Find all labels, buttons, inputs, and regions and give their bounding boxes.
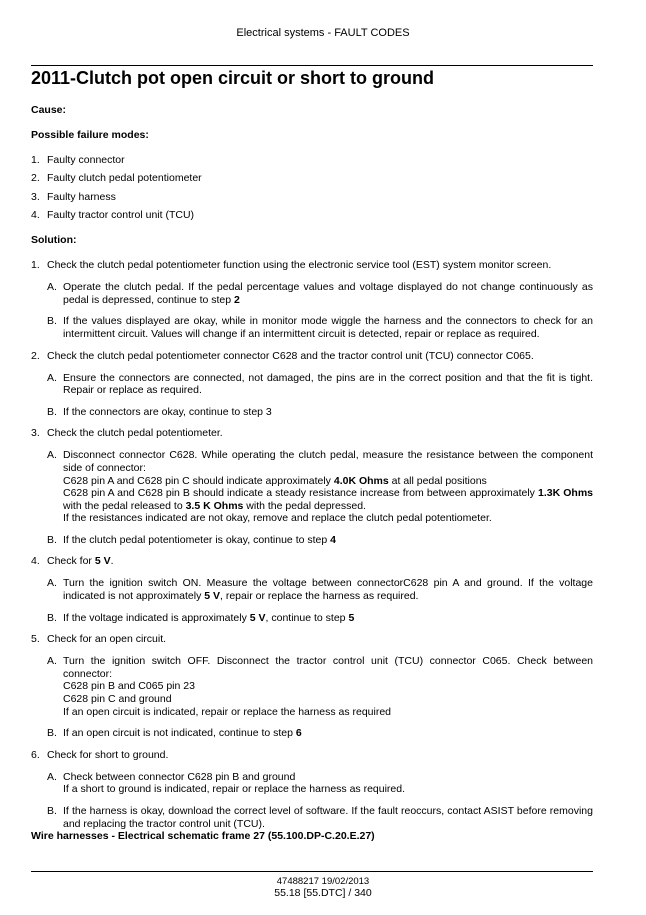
solution-step-1: 1. Check the clutch pedal potentiometer function using the electronic service tool (EST) system monitor screen. <box>31 259 552 272</box>
document-body <box>31 104 593 843</box>
wire-harness-reference: Wire harnesses - Electrical schematic frame 27 (55.100.DP-C.20.E.27) <box>31 830 375 843</box>
footer-rule <box>31 871 593 872</box>
step-4-substep-a: A. Turn the ignition switch ON. Measure the voltage between connectorC628 pin A and ground. If the voltage indicated is not approximately 5 V, repair or replace the harness as required. <box>47 577 593 603</box>
header-rule <box>31 65 593 66</box>
cause-heading: Cause: <box>31 104 67 116</box>
solution-step-6: 6. Check for short to ground. <box>31 748 169 761</box>
step-6-substep-a: A. Check between connector C628 pin B and ground If a short to ground is indicated, repair or replace the harness as required. <box>47 770 406 796</box>
failure-mode-item: 4. Faulty tractor control unit (TCU) <box>31 209 195 222</box>
failure-mode-item: 1. Faulty connector <box>31 154 125 166</box>
document-reference: 47488217 19/02/2013 <box>276 876 370 887</box>
step-2-substep-a: A. Ensure the connectors are connected, not damaged, the pins are in the correct position and that the fit is tight. Repair or replace as required. <box>47 371 593 397</box>
step-4-substep-b: B. If the voltage indicated is approximately 5 V, continue to step 5 <box>47 611 355 624</box>
failure-modes-heading: Possible failure modes: <box>31 129 149 141</box>
solution-step-2: 2. Check the clutch pedal potentiometer connector C628 and the tractor control unit (TCU) connector C065. <box>31 349 534 362</box>
solution-step-5: 5. Check for an open circuit. <box>31 633 167 646</box>
page-footer <box>0 876 646 900</box>
page-number: 55.18 [55.DTC] / 340 <box>274 887 372 899</box>
failure-modes-list <box>31 154 593 222</box>
step-3-substep-b: B. If the clutch pedal potentiometer is okay, continue to step 4 <box>47 533 336 546</box>
failure-mode-item: 3. Faulty harness <box>31 190 116 203</box>
step-1-substep-a: A. Operate the clutch pedal. If the pedal percentage values and voltage displayed do not change continuously as pedal is depressed, continue to step 2 <box>47 281 593 306</box>
step-5-substep-a: A. Turn the ignition switch OFF. Disconnect the tractor control unit (TCU) connector C065. Check between connector: C628 pin B and C065 pin 23 C628 pin C and ground If an open circuit is indicated, repair or replace the harness as required <box>47 655 593 718</box>
step-3-substep-a: A. Disconnect connector C628. While operating the clutch pedal, measure the resistance between the component side of connector: C628 pin A and C628 pin C should indicate approximately 4.0K Ohms at all pedal positions C628 pin A and C628 pin B should indicate a steady resistance increase from between approximately 1.3K Ohms with the pedal released to 3.5 K Ohms with the pedal depressed. If the resistances indicated are not okay, remove and replace the clutch pedal potentiometer. <box>47 449 593 525</box>
step-5-substep-b: B. If an open circuit is not indicated, continue to step 6 <box>47 727 302 740</box>
step-1-substep-b: B. If the values displayed are okay, while in monitor mode wiggle the harness and the connectors to check for an intermittent circuit. Values will change if an intermittent circuit is detected, repair or replace as required. <box>47 315 593 340</box>
page-header: Electrical systems - FAULT CODES <box>236 27 410 39</box>
failure-mode-item: 2. Faulty clutch pedal potentiometer <box>31 172 202 185</box>
step-6-substep-b: B. If the harness is okay, download the correct level of software. If the fault reoccurs, contact ASIST before removing and replacing the tractor control unit (TCU). <box>47 805 593 830</box>
solution-step-3: 3. Check the clutch pedal potentiometer. <box>31 427 223 440</box>
step-2-substep-b: B. If the connectors are okay, continue to step 3 <box>47 405 272 418</box>
solution-step-4: 4. Check for 5 V. <box>31 555 114 568</box>
solution-heading: Solution: <box>31 234 77 247</box>
page-title: 2011-Clutch pot open circuit or short to ground <box>31 68 435 88</box>
